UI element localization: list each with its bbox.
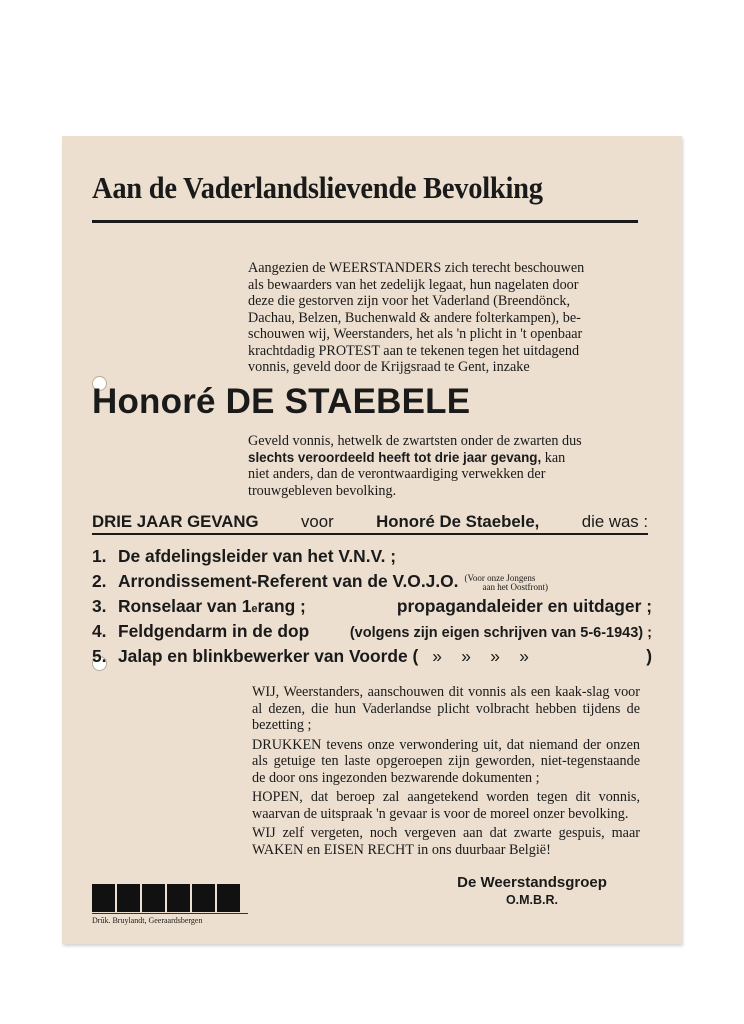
verdict-emphasis: slechts veroordeeld heeft tot drie jaar gevang, — [248, 449, 542, 465]
printer-credit: Drūk. Bruylandt, Geeraardsbergen — [92, 916, 203, 925]
item-text: ) — [646, 646, 652, 666]
item-text: Ronselaar van 1 — [118, 596, 252, 616]
item-text: Jalap en blinkbewerker van Voorde ( — [118, 646, 419, 666]
item-number: 3. — [92, 596, 107, 616]
headline-part: die was : — [581, 512, 648, 531]
item-footnote — [465, 574, 548, 592]
list-item — [92, 621, 652, 646]
verdict-line — [248, 450, 640, 467]
item-text: De afdelingsleider van het V.N.V. ; — [118, 546, 397, 566]
item-text: propagandaleider en uitdager ; — [396, 596, 652, 616]
black-block — [117, 884, 140, 912]
charges-list — [92, 546, 652, 671]
item-text-small: (volgens zijn eigen schrijven van 5-6-1943) ; — [349, 625, 652, 641]
intro-line: krachtdadig PROTEST aan te tekenen tegen het uitdagend — [248, 342, 580, 359]
leaflet-title: Aan de Vaderlandslievende Bevolking — [92, 170, 543, 205]
closing-paragraph: WIJ zelf vergeten, noch vergeven aan dat zwarte gespuis, maar WAKEN en EISEN RECHT in ons duurbaar België! — [252, 825, 640, 858]
intro-paragraph — [248, 260, 640, 376]
printer-rule — [92, 913, 248, 914]
intro-line: Dachau, Belzen, Buchenwald & andere folterkampen), be- — [248, 309, 581, 326]
accused-name: Honoré DE STAEBELE — [92, 382, 471, 421]
black-block — [167, 884, 190, 912]
item-number: 5. — [92, 646, 107, 666]
list-item — [92, 596, 652, 621]
intro-line: vonnis, geveld door de Krijgsraad te Gent, inzake — [248, 359, 530, 375]
verdict-line: trouwgebleven bevolking. — [248, 482, 397, 499]
title-underline — [92, 220, 638, 223]
signature — [422, 874, 642, 907]
intro-line: deze die gestorven zijn voor het Vaderland (Breendönck, — [248, 293, 570, 309]
item-number: 1. — [92, 546, 107, 566]
closing-paragraph: HOPEN, dat beroep zal aangetekend worden tegen dit vonnis, waarvan de uitspraak 'n gevaar is voor de moreel onzer bevolking. — [252, 789, 640, 822]
list-item — [92, 646, 652, 671]
item-number: 2. — [92, 571, 107, 591]
intro-line: als bewaarders van het zedelijk legaat, hun nagelaten door — [248, 276, 579, 293]
item-text: Feldgendarm in de dop — [118, 621, 310, 641]
item-text: Arrondissement-Referent van de V.O.J.O. — [118, 571, 459, 591]
closing-paragraph: DRUKKEN tevens onze verwondering uit, dat niemand der onzen als getuige ten laste opgeroepen zijn geworden, niet-tegenstaande de door ons ingezonden bezwarende dokumenten ; — [252, 736, 640, 786]
leaflet-sheet — [62, 136, 682, 944]
closing-paragraph: WIJ, Weerstanders, aanschouwen dit vonnis als een kaak-slag voor al dezen, die hun Vaderlandse plicht volbracht hebben tijdens de bezetting ; — [252, 684, 640, 733]
item-superscript: e — [251, 603, 258, 615]
sentence-headline — [92, 512, 648, 532]
printer-mark-blocks — [92, 884, 240, 912]
footnote-line: (Voor onze Jongens — [464, 573, 536, 583]
verdict-paragraph — [248, 433, 640, 499]
list-item — [92, 546, 652, 571]
black-block — [192, 884, 215, 912]
verdict-line-rest: kan — [541, 449, 566, 466]
verdict-line: niet anders, dan de verontwaardiging verwekken der — [248, 466, 546, 482]
black-block — [142, 884, 165, 912]
intro-line: Aangezien de WEERSTANDERS zich terecht beschouwen — [248, 260, 585, 276]
headline-part: DRIE JAAR GEVANG — [92, 512, 259, 531]
headline-part: Honoré De Staebele, — [376, 512, 540, 531]
item-number: 4. — [92, 621, 107, 641]
ditto-marks: » » » » — [432, 646, 529, 666]
verdict-line: Geveld vonnis, hetwelk de zwartsten onder de zwarten dus — [248, 433, 582, 449]
list-item — [92, 571, 652, 596]
footnote-line: aan het Oostfront) — [482, 582, 548, 592]
black-block — [217, 884, 240, 912]
signature-organization: De Weerstandsgroep — [457, 874, 607, 891]
black-block — [92, 884, 115, 912]
headline-part: voor — [301, 512, 334, 531]
intro-line: schouwen wij, Weerstanders, het als 'n plicht in 't openbaar — [248, 326, 583, 342]
closing-paragraphs — [252, 684, 640, 861]
signature-abbreviation: O.M.B.R. — [505, 893, 559, 907]
item-text: rang ; — [257, 596, 306, 616]
headline-underline — [92, 533, 648, 535]
